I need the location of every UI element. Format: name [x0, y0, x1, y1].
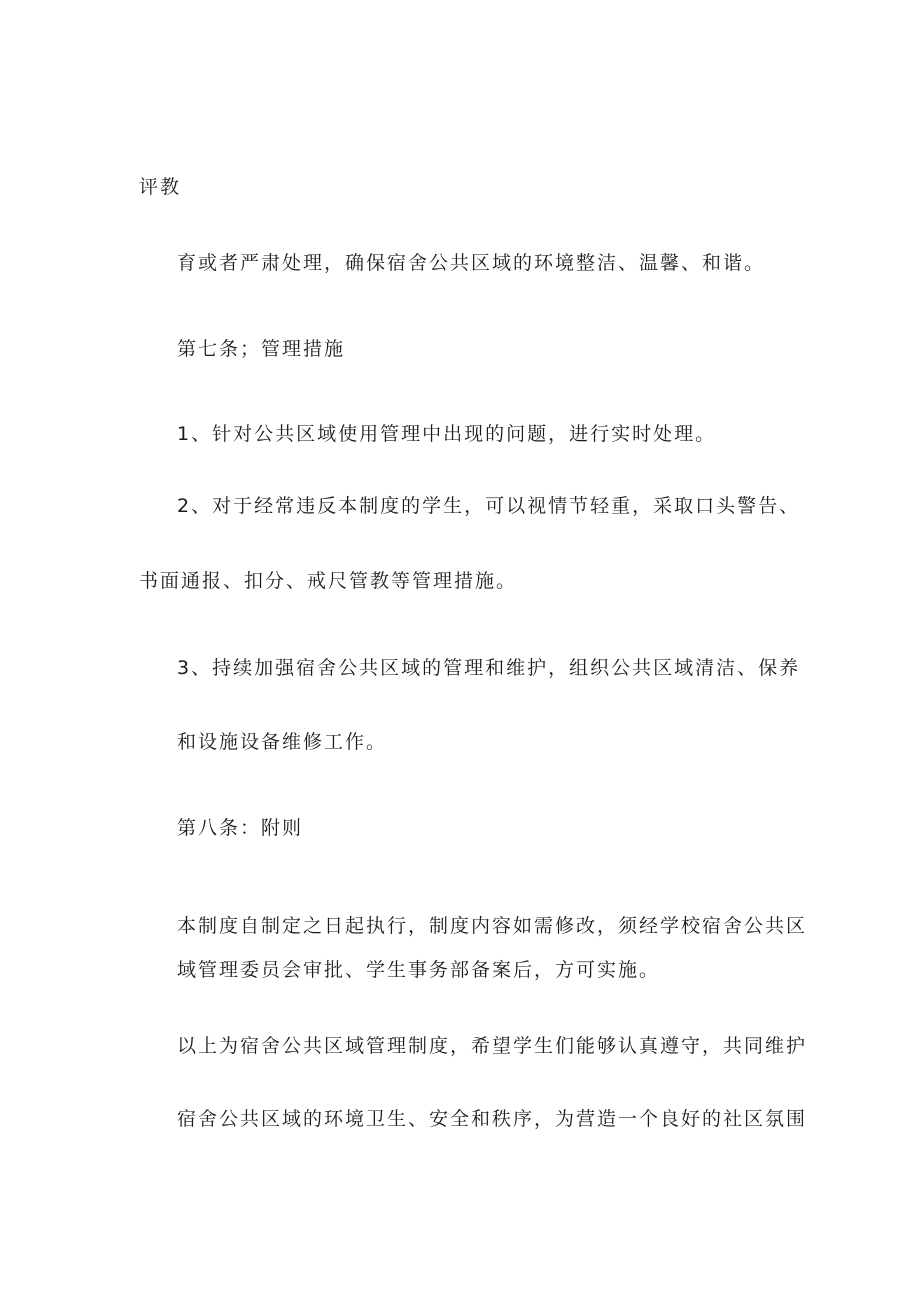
measure-item-3: 3、持续加强宿舍公共区域的管理和维护，组织公共区域清洁、保养	[177, 657, 801, 679]
text-line-continuation: 育或者严肃处理，确保宿舍公共区域的环境整洁、温馨、和谐。	[177, 252, 766, 274]
supplementary-paragraph-cont: 域管理委员会审批、学生事务部备案后，方可实施。	[177, 959, 661, 981]
article-8-heading: 第八条：附则	[177, 817, 304, 839]
measure-item-2: 2、对于经常违反本制度的学生，可以视情节轻重，采取口头警告、	[177, 495, 801, 517]
supplementary-paragraph: 本制度自制定之日起执行，制度内容如需修改，须经学校宿舍公共区	[177, 915, 808, 937]
measure-item-2-cont: 书面通报、扣分、戒尺管教等管理措施。	[139, 570, 518, 592]
closing-paragraph: 以上为宿舍公共区域管理制度，希望学生们能够认真遵守，共同维护	[177, 1035, 808, 1057]
article-7-heading: 第七条；管理措施	[177, 338, 346, 360]
closing-paragraph-cont: 宿舍公共区域的环境卫生、安全和秩序，为营造一个良好的社区氛围	[177, 1108, 808, 1130]
measure-item-3-cont: 和设施设备维修工作。	[177, 731, 388, 753]
measure-item-1: 1、针对公共区域使用管理中出现的问题，进行实时处理。	[177, 423, 717, 445]
text-line-fragment: 评教	[139, 176, 182, 198]
